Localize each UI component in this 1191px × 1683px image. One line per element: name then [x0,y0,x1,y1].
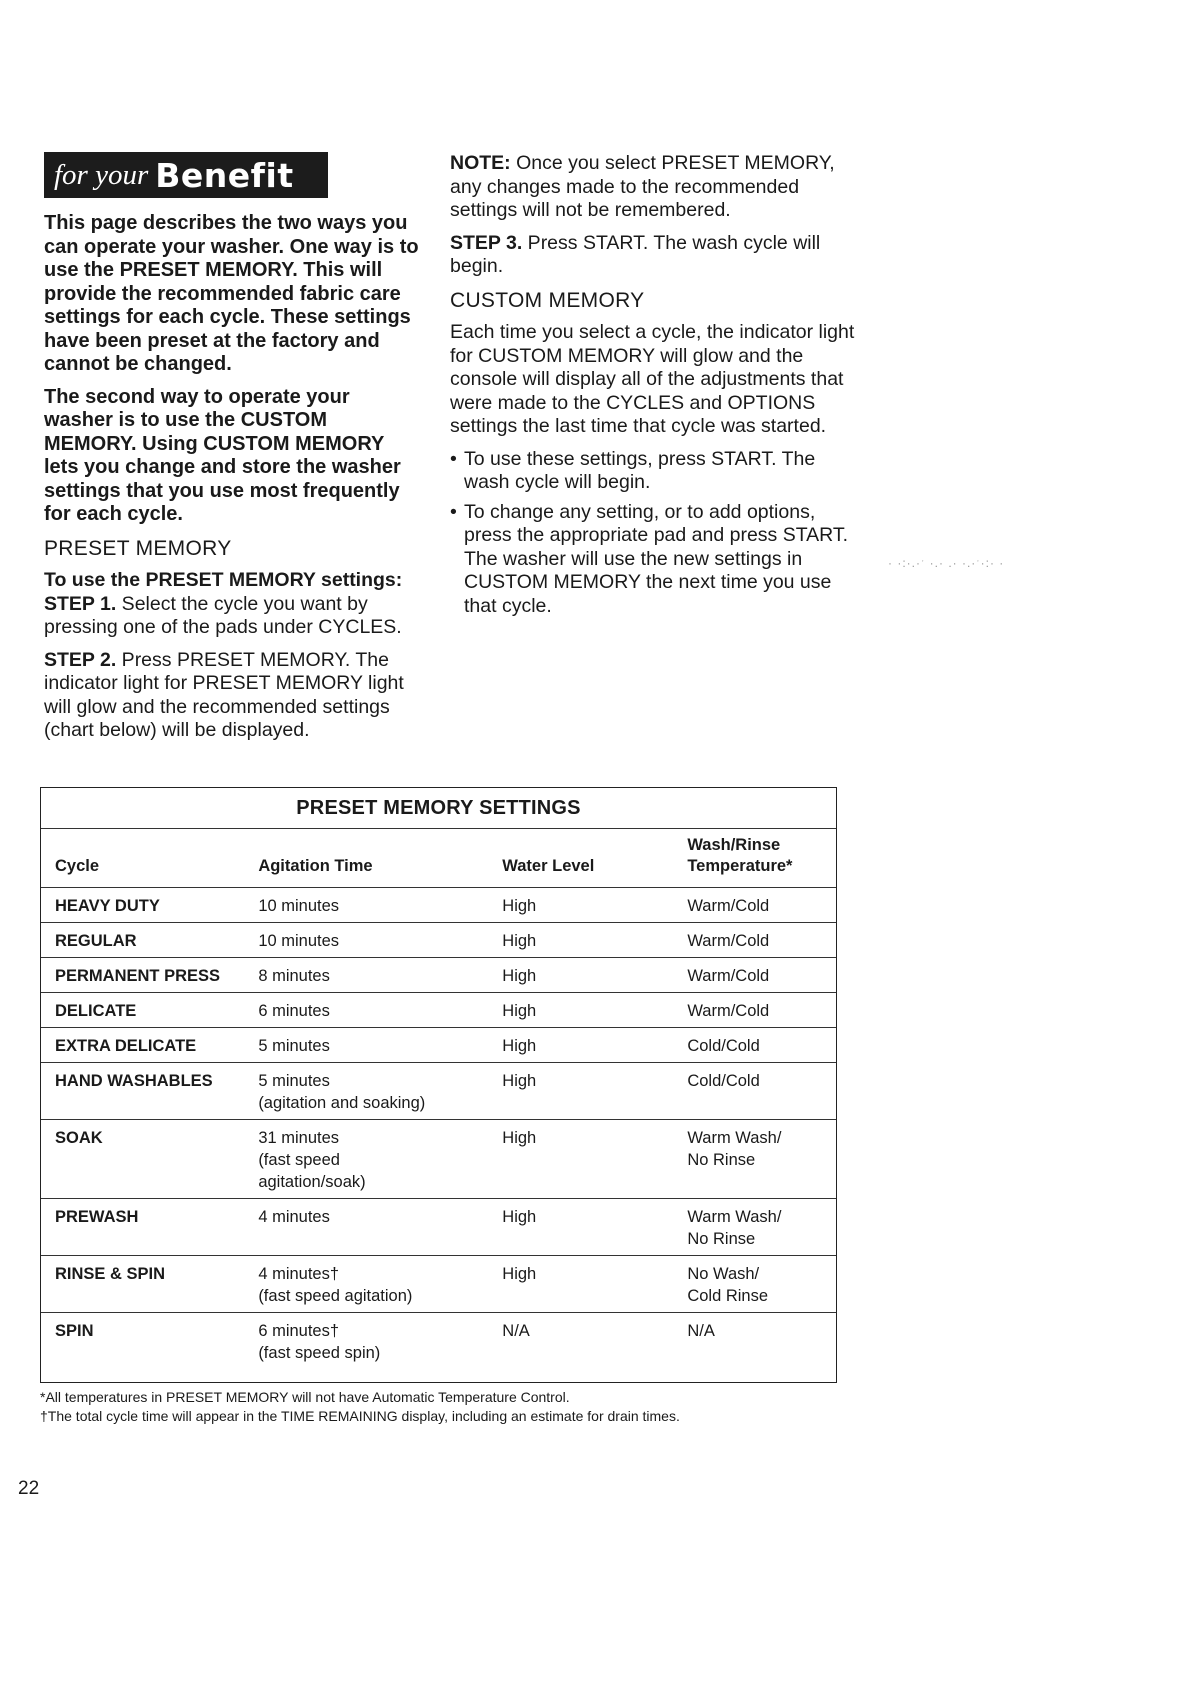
cell-water-level: High [488,993,673,1028]
step-2 [44,649,422,743]
page-number: 22 [18,1478,40,1499]
table-row [41,1199,836,1256]
cell-water-level: High [488,923,673,958]
cell-agitation-time: 10 minutes [244,923,488,958]
cell-water-level: High [488,888,673,923]
cell-agitation-time: 8 minutes [244,958,488,993]
cell-water-level: High [488,1120,673,1199]
footnote-temperature: *All temperatures in PRESET MEMORY will not have Automatic Temperature Control. [40,1389,570,1405]
cell-water-level: High [488,1199,673,1256]
cell-temperature: Warm Wash/ No Rinse [673,1199,836,1256]
header-agitation-time: Agitation Time [244,829,488,888]
table-row [41,1120,836,1199]
step-1-text: Select the cycle you want by pressing one of the pads under CYCLES. [44,592,402,638]
cell-cycle: REGULAR [41,923,244,958]
scan-speckle-decoration: · ·:·.·ˑ ·.· .· ·.·ˑ·:· · [888,556,1005,570]
step-2-text: Press PRESET MEMORY. The indicator light for PRESET MEMORY light will glow and the recommended settings (chart below) will be displayed. [44,648,404,741]
table-row [41,1063,836,1120]
step-3 [450,232,860,279]
table-row [41,1313,836,1370]
cell-cycle: PREWASH [41,1199,244,1256]
preset-memory-settings-table [40,787,837,1383]
cell-temperature: Warm Wash/ No Rinse [673,1120,836,1199]
cell-temperature: N/A [687,1322,715,1340]
table-row [41,993,836,1028]
note [450,152,860,223]
banner-bold-text: Benefit [155,155,294,195]
custom-memory-bullets [450,448,860,619]
custom-bullet-2: • To change any setting, or to add options, press the appropriate pad and press START. The washer will use the new settings in CUSTOM MEMORY the next time you use that cycle. [450,501,860,619]
cell-agitation-time: 6 minutes [244,993,488,1028]
custom-bullet-1: • To use these settings, press START. The wash cycle will begin. [450,448,860,495]
cell-agitation-time: 31 minutes (fast speed agitation/soak) [244,1120,488,1199]
cell-cycle: RINSE & SPIN [41,1256,244,1313]
right-column [450,152,860,624]
cell-cycle: PERMANENT PRESS [41,958,244,993]
header-water-level: Water Level [488,829,673,888]
settings-table [41,829,836,1369]
cell-agitation-time: 4 minutes† (fast speed agitation) [244,1256,488,1313]
cell-agitation-time: 5 minutes [244,1028,488,1063]
intro-paragraph-2: The second way to operate your washer is to use the CUSTOM MEMORY. Using CUSTOM MEMORY lets you change and store the washer settings that you use most frequently for each cycle. [44,385,401,525]
cell-cycle: HEAVY DUTY [41,888,244,923]
table-row [41,958,836,993]
cell-temperature: No Wash/ Cold Rinse [673,1256,836,1313]
preset-memory-subheading: To use the PRESET MEMORY settings: [44,569,403,591]
header-temperature: Wash/Rinse Temperature* [673,829,836,888]
table-row [41,1028,836,1063]
cell-temperature: Cold/Cold [673,1063,836,1120]
step-2-label: STEP 2. [44,648,117,671]
cell-water-level: High [488,1063,673,1120]
cell-temperature: Warm/Cold [673,888,836,923]
cell-water-level: High [488,958,673,993]
cell-agitation-time: 10 minutes [244,888,488,923]
intro-paragraph-1: This page describes the two ways you can operate your washer. One way is to use the PRESET MEMORY. This will provide the recommended fabric care settings for each cycle. These settings have been preset at the factory and cannot be changed. [44,212,419,375]
footnote-cycle-time: †The total cycle time will appear in the TIME REMAINING display, including an estimate for drain times. [40,1408,680,1424]
cell-water-level: High [488,1256,673,1313]
table-row [41,1256,836,1313]
preset-memory-heading: PRESET MEMORY [44,536,232,560]
cell-cycle: SPIN [55,1322,94,1340]
cell-water-level: N/A [502,1322,530,1340]
custom-memory-text: Each time you select a cycle, the indicator light for CUSTOM MEMORY will glow and the console will display all of the adjustments that were made to the CYCLES and OPTIONS settings the last time that cycle was started. [450,321,855,437]
header-cycle: Cycle [41,829,244,888]
table-title: PRESET MEMORY SETTINGS [41,788,836,829]
cell-agitation-time: 6 minutes† (fast speed spin) [258,1322,381,1362]
cell-cycle: DELICATE [41,993,244,1028]
cell-temperature: Cold/Cold [673,1028,836,1063]
cell-cycle: EXTRA DELICATE [41,1028,244,1063]
banner-italic-text: for your [54,158,149,191]
cell-cycle: HAND WASHABLES [41,1063,244,1120]
left-column [44,212,422,752]
table-row [41,888,836,923]
cell-cycle: SOAK [41,1120,244,1199]
cell-water-level: High [488,1028,673,1063]
step-1-label: STEP 1. [44,592,117,615]
note-label: NOTE: [450,152,511,174]
table-header-row [41,829,836,888]
cell-temperature: Warm/Cold [673,958,836,993]
for-your-benefit-banner [44,152,328,198]
cell-temperature: Warm/Cold [673,993,836,1028]
cell-agitation-time: 4 minutes [244,1199,488,1256]
table-row [41,923,836,958]
cell-agitation-time: 5 minutes (agitation and soaking) [244,1063,488,1120]
step-3-label: STEP 3. [450,231,523,254]
note-text: Once you select PRESET MEMORY, any changes made to the recommended settings will not be remembered. [450,152,835,221]
custom-memory-heading: CUSTOM MEMORY [450,288,645,312]
table-body [41,888,836,1370]
cell-temperature: Warm/Cold [673,923,836,958]
step-3-text: Press START. The wash cycle will begin. [450,231,821,277]
step-1 [44,593,422,640]
